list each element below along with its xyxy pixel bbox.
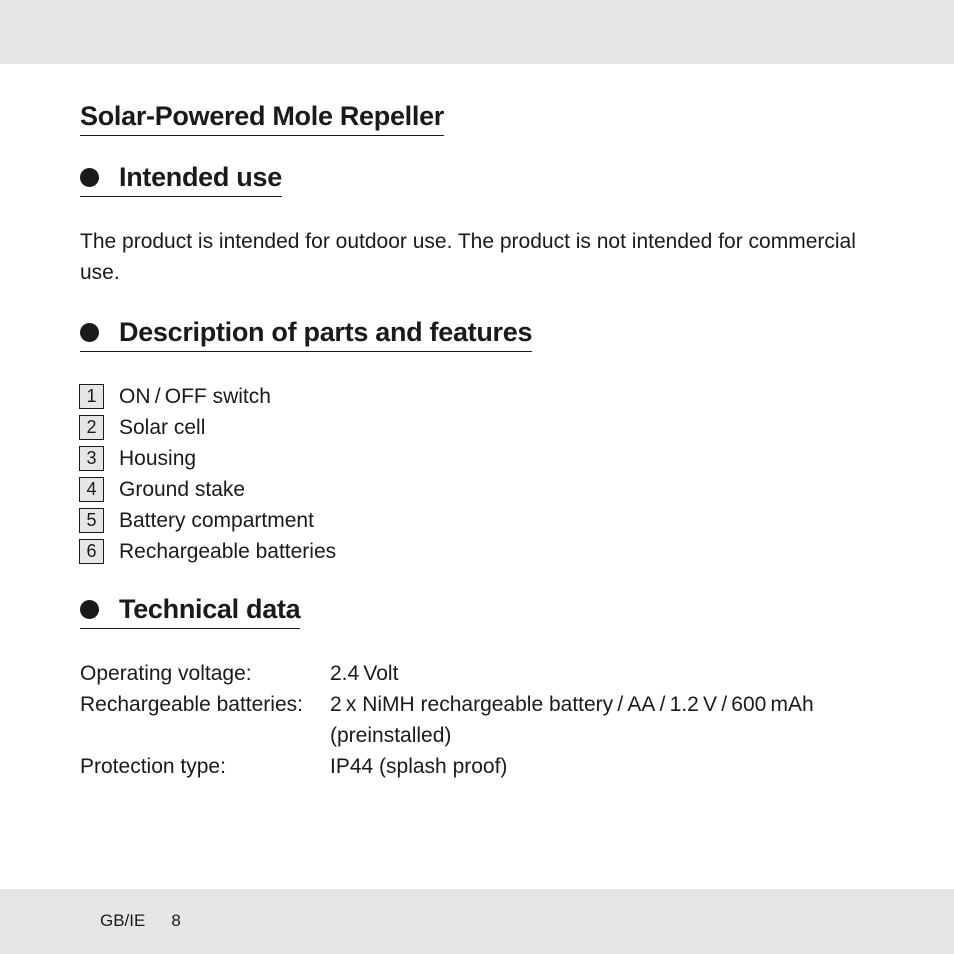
top-band bbox=[0, 0, 954, 64]
part-label: Ground stake bbox=[119, 477, 246, 501]
bullet-icon bbox=[80, 168, 99, 187]
part-item bbox=[79, 536, 336, 567]
part-label: Solar cell bbox=[119, 415, 206, 439]
parts-list bbox=[79, 381, 336, 567]
tech-label: Protection type: bbox=[80, 755, 226, 778]
document-title: Solar-Powered Mole Repeller bbox=[80, 99, 444, 136]
part-item bbox=[79, 381, 336, 412]
part-number-box: 6 bbox=[79, 539, 104, 564]
page-footer bbox=[100, 911, 181, 931]
intended-use-text: The product is intended for outdoor use. The product is not intended for commercial use. bbox=[80, 230, 856, 284]
technical-data-table bbox=[80, 658, 870, 782]
part-item bbox=[79, 412, 336, 443]
section-heading-text: Description of parts and features bbox=[119, 317, 533, 347]
part-item bbox=[79, 474, 336, 505]
bullet-icon bbox=[80, 323, 99, 342]
part-label: ON / OFF switch bbox=[119, 384, 271, 408]
tech-row bbox=[80, 658, 870, 689]
part-number-box: 4 bbox=[79, 477, 104, 502]
section-heading-technical bbox=[80, 592, 300, 629]
tech-value: 2 x NiMH rechargeable battery / AA / 1.2 V / 600 mAh (preinstalled) bbox=[330, 693, 814, 747]
tech-value: IP44 (splash proof) bbox=[330, 755, 508, 778]
part-number-box: 2 bbox=[79, 415, 104, 440]
part-number-box: 3 bbox=[79, 446, 104, 471]
part-label: Rechargeable batteries bbox=[119, 539, 337, 563]
tech-label: Operating voltage: bbox=[80, 662, 252, 685]
tech-row bbox=[80, 751, 870, 782]
part-number-box: 1 bbox=[79, 384, 104, 409]
section-heading-text: Intended use bbox=[119, 162, 282, 192]
tech-row bbox=[80, 689, 870, 751]
page-number: 8 bbox=[171, 911, 181, 930]
tech-label: Rechargeable batteries: bbox=[80, 693, 303, 716]
part-number-box: 5 bbox=[79, 508, 104, 533]
part-label: Battery compartment bbox=[119, 508, 314, 532]
part-item bbox=[79, 443, 336, 474]
part-label: Housing bbox=[119, 446, 197, 470]
footer-locale: GB/IE bbox=[100, 911, 146, 930]
tech-value: 2.4 Volt bbox=[330, 662, 399, 685]
section-heading-parts bbox=[80, 315, 532, 352]
section-heading-text: Technical data bbox=[119, 594, 301, 624]
part-item bbox=[79, 505, 336, 536]
bullet-icon bbox=[80, 600, 99, 619]
section-heading-intended-use bbox=[80, 160, 282, 197]
